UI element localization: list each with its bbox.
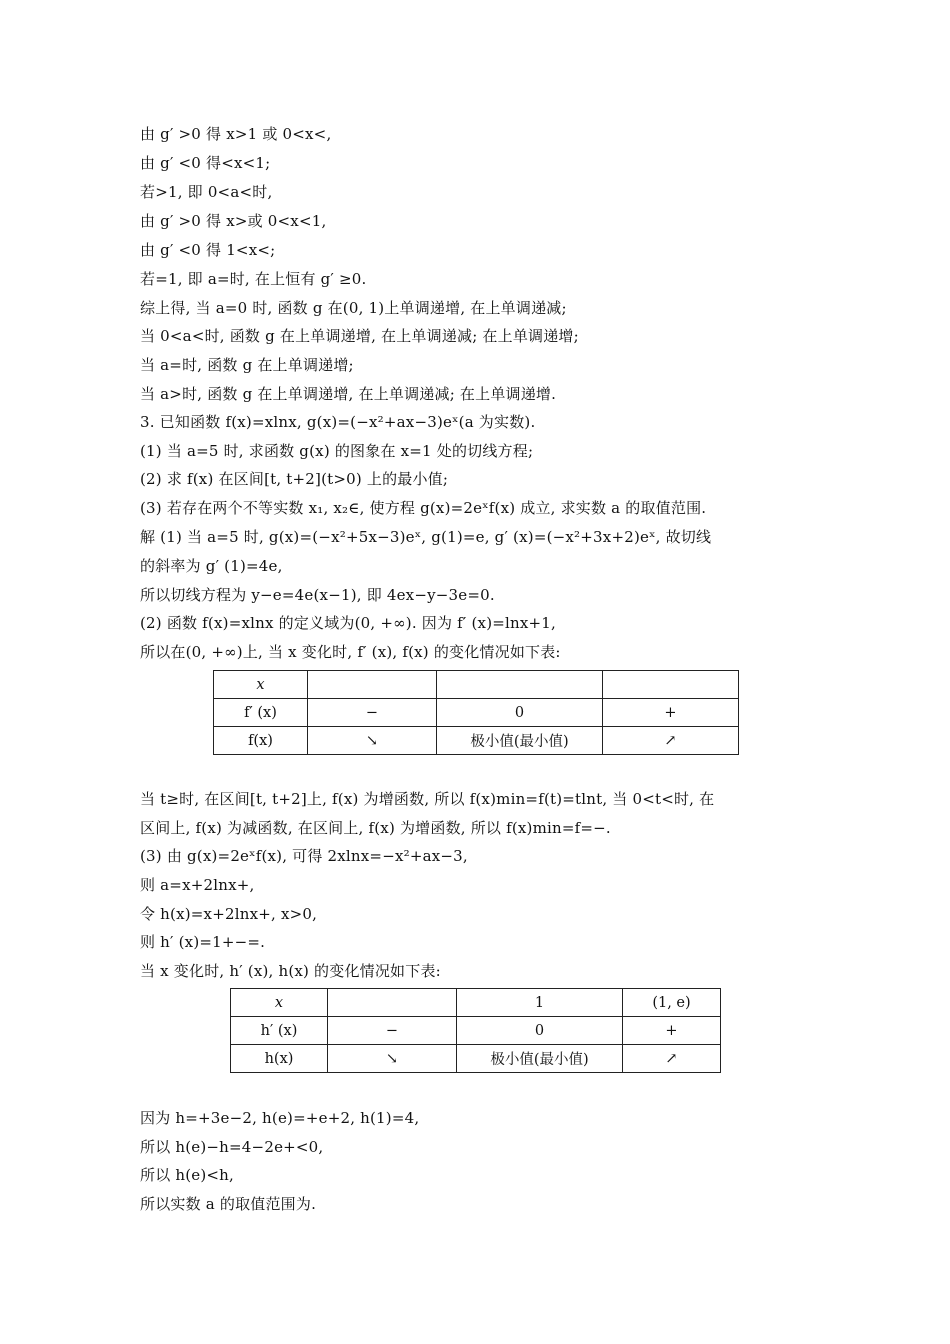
text-line: 当 t≥时, 在区间[t, t+2]上, f(x) 为增函数, 所以 f(x)min=f(t)=tlnt, 当 0<t<时, 在 xyxy=(140,790,715,808)
text-line: (2) 求 f(x) 在区间[t, t+2](t>0) 上的最小值; xyxy=(140,470,449,488)
table-cell xyxy=(437,671,603,699)
text-line: 区间上, f(x) 为减函数, 在区间上, f(x) 为增函数, 所以 f(x)min=f=−. xyxy=(140,819,611,837)
table-row xyxy=(231,1017,721,1045)
table-cell: h′ (x) xyxy=(231,1017,328,1045)
text-line: 所以切线方程为 y−e=4e(x−1), 即 4ex−y−3e=0. xyxy=(140,586,495,604)
text-line: 因为 h=+3e−2, h(e)=+e+2, h(1)=4, xyxy=(140,1109,420,1127)
text-line: 当 a>时, 函数 g 在上单调递增, 在上单调递减; 在上单调递增. xyxy=(140,385,557,403)
text-line: 所以在(0, +∞)上, 当 x 变化时, f′ (x), f(x) 的变化情况如下表: xyxy=(140,643,561,661)
table-row xyxy=(231,989,721,1017)
text-line: (3) 若存在两个不等实数 x₁, x₂∈, 使方程 g(x)=2eˣf(x) 成立, 求实数 a 的取值范围. xyxy=(140,499,707,517)
variation-table-f xyxy=(213,670,739,755)
problem-3-statement: 3. 已知函数 f(x)=xlnx, g(x)=(−x²+ax−3)eˣ(a 为实数). xyxy=(140,413,536,431)
text-line: (3) 由 g(x)=2eˣf(x), 可得 2xlnx=−x²+ax−3, xyxy=(140,847,468,865)
text-line: 由 g′ >0 得 x>1 或 0<x<, xyxy=(140,125,332,143)
table-cell: + xyxy=(603,699,739,727)
table-cell: ↘ xyxy=(328,1045,457,1073)
text-line: (1) 当 a=5 时, 求函数 g(x) 的图象在 x=1 处的切线方程; xyxy=(140,442,534,460)
text-line: 的斜率为 g′ (1)=4e, xyxy=(140,557,283,575)
table-cell: ↘ xyxy=(308,727,437,755)
table-cell: − xyxy=(308,699,437,727)
table-cell: 极小值(最小值) xyxy=(457,1045,623,1073)
solution-start: 解 (1) 当 a=5 时, g(x)=(−x²+5x−3)eˣ, g(1)=e, g′ (x)=(−x²+3x+2)eˣ, 故切线 xyxy=(140,528,712,546)
text-line: 当 x 变化时, h′ (x), h(x) 的变化情况如下表: xyxy=(140,962,441,980)
table-cell: ↗ xyxy=(603,727,739,755)
text-line: 当 0<a<时, 函数 g 在上单调递增, 在上单调递减; 在上单调递增; xyxy=(140,327,579,345)
text-line: 则 a=x+2lnx+, xyxy=(140,876,255,894)
text-line: 当 a=时, 函数 g 在上单调递增; xyxy=(140,356,354,374)
conclusion-line: 所以实数 a 的取值范围为. xyxy=(140,1195,317,1213)
text-line: 所以 h(e)−h=4−2e+<0, xyxy=(140,1138,324,1156)
text-line: 综上得, 当 a=0 时, 函数 g 在(0, 1)上单调递增, 在上单调递减; xyxy=(140,299,567,317)
variation-table-h xyxy=(230,988,721,1073)
text-line: 若>1, 即 0<a<时, xyxy=(140,183,273,201)
text-line: 由 g′ <0 得<x<1; xyxy=(140,154,271,172)
table-row xyxy=(214,699,739,727)
table-cell: h(x) xyxy=(231,1045,328,1073)
table-cell: 0 xyxy=(437,699,603,727)
table-cell: 1 xyxy=(457,989,623,1017)
table-cell: − xyxy=(328,1017,457,1045)
table-row xyxy=(214,671,739,699)
text-line: 则 h′ (x)=1+−=. xyxy=(140,933,266,951)
table-cell: 0 xyxy=(457,1017,623,1045)
text-line: (2) 函数 f(x)=xlnx 的定义域为(0, +∞). 因为 f′ (x)=lnx+1, xyxy=(140,614,557,632)
table-cell xyxy=(328,989,457,1017)
table-cell xyxy=(308,671,437,699)
table-cell: 极小值(最小值) xyxy=(437,727,603,755)
table-cell xyxy=(603,671,739,699)
table-cell: x xyxy=(214,671,308,699)
table-cell: f′ (x) xyxy=(214,699,308,727)
text-line: 若=1, 即 a=时, 在上恒有 g′ ≥0. xyxy=(140,270,367,288)
table-cell: + xyxy=(623,1017,721,1045)
table-cell: f(x) xyxy=(214,727,308,755)
text-line: 令 h(x)=x+2lnx+, x>0, xyxy=(140,905,318,923)
text-line: 由 g′ >0 得 x>或 0<x<1, xyxy=(140,212,327,230)
text-line: 由 g′ <0 得 1<x<; xyxy=(140,241,276,259)
table-row xyxy=(231,1045,721,1073)
table-cell: x xyxy=(231,989,328,1017)
table-cell: ↗ xyxy=(623,1045,721,1073)
table-row xyxy=(214,727,739,755)
table-cell: (1, e) xyxy=(623,989,721,1017)
text-line: 所以 h(e)<h, xyxy=(140,1166,235,1184)
